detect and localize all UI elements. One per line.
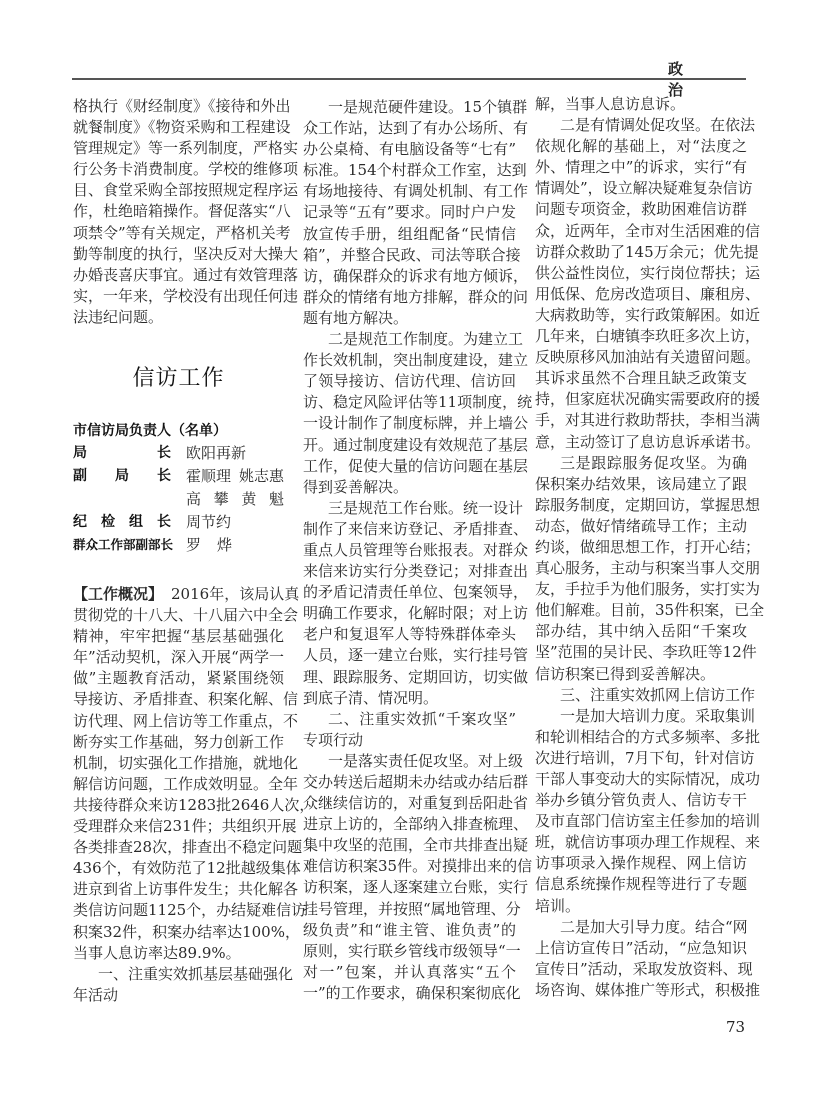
text-line: 一是规范硬件建设。15个镇群 (328, 98, 528, 116)
paragraph (535, 685, 756, 706)
text-line: 培训。 (535, 896, 581, 915)
text-line: 原则，实行联乡管线市级领导“一 (303, 941, 521, 960)
text-line: 专项行动 (303, 730, 364, 749)
text-line: 举办乡镇分管负责人、信访专干 (535, 791, 747, 810)
text-line: 几年来，白塘镇李玖旺多次上访， (535, 327, 761, 346)
text-line: 一是落实责任促攻坚。对上级 (328, 751, 524, 770)
text-line: 的矛盾记清责任单位、包案领导， (303, 583, 529, 602)
text-line: 访，确保群众的诉求有地方倾诉， (303, 266, 529, 285)
text-line: 保积案办结效果，该局建立了跟 (535, 474, 747, 493)
text-line: 班，就信访事项办理工作规程、来 (535, 833, 761, 852)
text-line: 二、注重实效抓“千案攻坚” (328, 709, 516, 728)
section-title: 信访工作 (132, 366, 225, 391)
text-line: 次进行培训，7月下旬，针对信访 (535, 748, 755, 767)
text-line: 勤等制度的执行，坚决反对大操大 (73, 244, 299, 263)
paragraph (303, 97, 529, 329)
text-line: 宣传日”活动，采取发放资料、现 (535, 959, 753, 978)
column-1-overview (73, 584, 315, 1006)
text-line: 上信访宣传日”活动，“应急知识 (535, 938, 747, 957)
text-line: 法违纪问题。 (73, 307, 164, 326)
text-line: 问题专项资金，救助困难信访群 (535, 200, 747, 219)
text-line: 访积案，逐人逐案建立台账，实行 (303, 878, 529, 897)
text-line: 访、稳定风险评估等11项制度，统 (303, 393, 533, 412)
text-line: 了领导接访、信访代理、信访回 (303, 372, 516, 391)
text-line: 一”的工作要求，确保积案彻底化 (303, 983, 521, 1002)
text-line: 记录等“五有”要求。同时户户发 (303, 203, 516, 222)
section-name: 政治 (668, 60, 700, 99)
roster-row (73, 488, 284, 510)
text-line: 办婚丧喜庆事宜。通过有效管理落 (73, 265, 299, 284)
text-line: 贯彻党的十八大、十八届六中全会 (73, 606, 299, 625)
text-line: 工作，促使大量的信访问题在基层 (303, 456, 529, 475)
text-line: 部办结，其中纳入岳阳“千案攻 (535, 622, 747, 641)
roster-names (186, 534, 284, 556)
text-line: 管理规定》等一系列制度，严格实 (73, 139, 299, 158)
text-line: 项禁令”等有关规定，严格机关考 (73, 223, 291, 242)
text-line: 作，杜绝暗箱操作。督促落实“八 (73, 202, 291, 221)
text-line: 解信访问题，工作成效明显。全年 (73, 774, 299, 793)
roster-name: 姚志惠 (238, 467, 284, 485)
text-line: 众继续信访的，对重复到岳阳赴省 (303, 794, 529, 813)
text-line: 访群众救助了145万余元；优先提 (535, 242, 759, 261)
roster-role (73, 488, 171, 510)
text-line: 持，但家庭状况确实需要政府的援 (535, 390, 761, 409)
text-line: 供公益性岗位，实行岗位帮扶；运 (535, 263, 761, 282)
text-line: 三是规范工作台账。统一设计 (328, 498, 524, 517)
text-line: 对一”包案，并认真落实“五个 (303, 962, 516, 981)
subheading-line: 一、注重实效抓基层基础强化 (98, 964, 294, 983)
text-line: 有场地接待、有调处机制、有工作 (303, 182, 529, 201)
text-line: 类信访问题1125个，办结疑难信访 (73, 901, 307, 920)
text-line: 格执行《财经制度》《接待和外出 (73, 97, 291, 115)
text-line: 众，近两年，全市对生活困难的信 (535, 221, 761, 240)
text-line: 共接待群众来访1283批2646人次， (73, 795, 315, 814)
text-line: 信息系统操作规程等进行了专题 (535, 875, 747, 894)
roster-row (73, 534, 284, 556)
text-line: 挂号管理，并按照“属地管理、分 (303, 899, 521, 918)
text-line: 开。通过制度建设有效规范了基层 (303, 435, 529, 454)
roster-name: 周节约 (186, 513, 232, 531)
text-line: 题有地方解决。 (303, 308, 409, 327)
roster-heading: 市信访局负责人（名单） (73, 423, 227, 439)
overview-text: 2016年，该局认真 (171, 585, 300, 603)
text-line: 级负责”和“谁主管、谁负责”的 (303, 920, 516, 939)
text-line: 年”活动契机，深入开展“两学一 (73, 648, 284, 667)
text-line: 目、食堂采购全部按照规定程序运 (73, 181, 299, 200)
text-line: 真心服务，主动与积案当事人交朋 (535, 559, 761, 578)
roster-role: 副局长 (73, 468, 171, 484)
text-line: 一设计制作了制度标牌，并上墙公 (303, 414, 529, 433)
text-line: 当事人息访率达89.9%。 (73, 943, 241, 962)
roster-name: 魁 (268, 490, 284, 508)
text-line: 情调处”，设立解决疑难复杂信访 (535, 179, 753, 198)
paragraph (303, 329, 533, 498)
text-line: 交办转送后超期未办结或办结后群 (303, 773, 529, 791)
column-3 (535, 94, 765, 1001)
roster-name: 罗 (186, 536, 202, 554)
text-line: 用低保、危房改造项目、廉租房、 (535, 284, 761, 303)
text-line: 人员，逐一建立台账，实行挂号管 (303, 646, 529, 665)
roster-name: 高 (186, 490, 202, 508)
paragraph (303, 751, 533, 1004)
roster-role: 局长 (73, 445, 171, 461)
overview-label: 【工作概况】 (73, 585, 164, 603)
text-line: 三、注重实效抓网上信访工作 (560, 685, 756, 704)
text-line: 理、跟踪服务、定期回访，切实做 (303, 667, 529, 686)
text-line: 断夯实工作基础，努力创新工作 (73, 732, 284, 751)
text-line: 和轮训相结合的方式多频率、多批 (535, 727, 761, 746)
text-line: 标准。154个村群众工作室，达到 (303, 161, 527, 180)
text-line: 群众的情绪有地方排解，群众的问 (303, 287, 529, 306)
text-line: 踪服务制度，定期回访，掌握思想 (535, 495, 761, 514)
text-line: 做”主题教育活动，紧紧围绕领 (73, 669, 284, 688)
text-line: 大病救助等，实行政策解困。如近 (535, 305, 761, 324)
text-line: 解，当事人息访息诉。 (535, 95, 686, 113)
text-line: 二是规范工作制度。为建立工 (328, 330, 524, 349)
roster-name: 霍顺理 (186, 467, 232, 485)
paragraph (535, 94, 747, 115)
text-line: 机制，切实强化工作措施，就地化 (73, 753, 299, 772)
text-line: 访事项录入操作规程、网上信访 (535, 854, 747, 873)
text-line: 作长效机制，突出制度建设，建立 (303, 351, 529, 370)
roster-role: 群众工作部副部长 (73, 537, 174, 552)
text-line: 友，手拉手为他们服务，实打实为 (535, 580, 761, 599)
paragraph (303, 709, 516, 751)
paragraph (535, 706, 761, 917)
text-line: 动态，做好情绪疏导工作；主动 (535, 516, 747, 535)
text-line: 436个，有效防范了12批越级集体 (73, 859, 301, 878)
overview-first-line (73, 584, 300, 605)
text-line: 精神，牢牢把握“基层基础强化 (73, 627, 284, 646)
text-line: 他们解难。目前，35件积案，已全 (535, 601, 765, 620)
text-line: 干部人事变动大的实际情况，成功 (535, 770, 761, 788)
text-line: 老户和复退军人等特殊群体牵头 (303, 625, 516, 644)
text-line: 坚”范围的吴计民、李玖旺等12件 (535, 643, 757, 662)
header-rule (72, 78, 746, 80)
text-line: 箱”，并整合民政、司法等联合接 (303, 245, 521, 264)
roster-row (73, 442, 284, 464)
roster-role: 纪检组长 (73, 514, 171, 530)
roster-names (186, 511, 284, 533)
text-line: 得到妥善解决。 (303, 477, 409, 496)
text-line: 行公务卡消费制度。学校的维修项 (73, 160, 299, 179)
roster-names (186, 488, 284, 510)
text-line: 一是加大培训力度。采取集训 (560, 706, 756, 725)
paragraph (535, 453, 765, 685)
text-line: 来信来访实行分类登记；对排查出 (303, 562, 529, 581)
subheading-line: 年活动 (73, 985, 119, 1004)
text-line: 手，对其进行救助帮扶，李相当满 (535, 411, 761, 430)
text-line: 难信访积案35件。对摸排出来的信 (303, 857, 533, 876)
roster-name: 攀 (213, 490, 229, 508)
roster-names (186, 442, 284, 464)
text-line: 依规化解的基础上，对“法度之 (535, 137, 747, 156)
text-line: 导接访、矛盾排查、积案化解、信 (73, 690, 299, 709)
column-2 (303, 97, 533, 1004)
column-1-continuation (73, 96, 299, 328)
text-line: 明确工作要求，化解时限；对上访 (303, 604, 529, 623)
text-line: 反映原移风加油站有关遗留问题。 (535, 348, 761, 367)
text-line: 办公桌椅、有电脑设备等“七有” (303, 140, 516, 159)
text-line: 约谈，做细思想工作，打开心结； (535, 537, 761, 556)
text-line: 其诉求虽然不合理且缺乏政策支 (535, 369, 747, 388)
text-line: 二是加大引导力度。结合“网 (560, 917, 748, 936)
text-line: 场咨询、媒体推广等形式，积极推 (535, 980, 761, 999)
roster-name: 欧阳再新 (186, 444, 247, 462)
text-line: 意，主动签订了息访息诉承诺书。 (535, 432, 761, 451)
paragraph (303, 498, 529, 709)
text-line: 实，一年来，学校没有出现任何违 (73, 286, 299, 305)
text-line: 二是有情调处促攻坚。在依法 (560, 116, 756, 135)
text-line: 放宣传手册，组组配备“民情信 (303, 224, 516, 243)
roster-row (73, 465, 284, 487)
paragraph (535, 115, 761, 453)
text-line: 众工作站，达到了有办公场所、有 (303, 119, 529, 138)
text-line: 及市直部门信访室主任参加的培训 (535, 812, 761, 831)
page-number: 73 (726, 1018, 746, 1036)
text-line: 制作了来信来访登记、矛盾排查、 (303, 519, 529, 538)
text-line: 到底子清、情况明。 (303, 688, 439, 707)
text-line: 就餐制度》《物资采购和工程建设 (73, 118, 291, 137)
roster-row (73, 511, 284, 533)
text-line: 信访积案已得到妥善解决。 (535, 664, 716, 683)
roster-name: 黄 (241, 490, 257, 508)
paragraph (535, 917, 761, 1001)
text-line: 进京上访的，全部纳入排查梳理、 (303, 815, 529, 834)
text-line: 进京到省上访事件发生；共化解各 (73, 880, 299, 899)
roster-name: 烨 (217, 536, 233, 554)
text-line: 访代理、网上信访等工作重点，不 (73, 711, 299, 730)
text-line: 重点人员管理等台账报表。对群众 (303, 540, 529, 559)
roster-names (186, 465, 284, 487)
text-line: 三是跟踪服务促攻坚。为确 (560, 453, 747, 472)
text-line: 集中攻坚的范围，全市共排查出疑 (303, 836, 529, 855)
text-line: 积案32件，积案办结率达100%， (73, 922, 300, 941)
text-line: 受理群众来信231件；共组织开展 (73, 817, 297, 836)
text-line: 外、情理之中”的诉求，实行“有 (535, 158, 747, 177)
text-line: 各类排查28次，排查出不稳定问题 (73, 838, 303, 857)
